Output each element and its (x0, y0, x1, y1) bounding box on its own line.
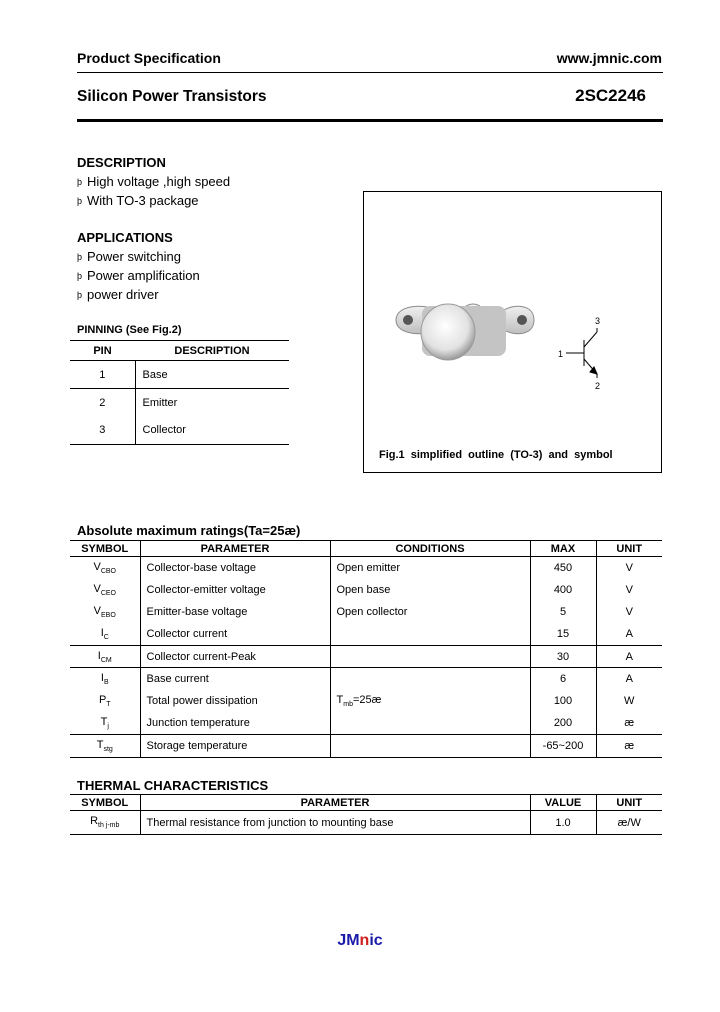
description-item: þ With TO-3 package (77, 193, 199, 208)
max-header: MAX (530, 541, 596, 557)
table-row: $I_B$ Base current 6 A (70, 668, 662, 690)
unit-header: UNIT (596, 541, 662, 557)
bullet-icon: þ (77, 252, 83, 262)
table-row: $T_j$ Junction temperature 200 æ (70, 713, 662, 735)
symbol-header: SYMBOL (70, 541, 140, 557)
header-rule-thin (77, 72, 663, 73)
pin-desc-header: DESCRIPTION (135, 341, 289, 361)
table-row: $V_{EBO}$ Emitter-base voltage Open collector 5 V (70, 601, 662, 623)
bullet-icon: þ (77, 290, 83, 300)
table-row: $V_{CEO}$ Collector-emitter voltage Open base 400 V (70, 579, 662, 601)
table-row: $I_{CM}$ Collector current-Peak 30 A (70, 646, 662, 668)
application-item: þ power driver (77, 287, 159, 302)
figure-box (363, 191, 662, 473)
bullet-icon: þ (77, 177, 83, 187)
unit-header: UNIT (596, 795, 662, 811)
website-url: www.jmnic.com (556, 50, 662, 66)
part-number: 2SC2246 (575, 86, 646, 105)
to3-package-and-symbol (364, 192, 663, 474)
thermal-title: THERMAL CHARACTERISTICS (77, 778, 269, 793)
conditions-header: CONDITIONS (330, 541, 530, 557)
abs-max-title: Absolute maximum ratings(Ta=25æ) (77, 523, 301, 538)
pinning-table (70, 340, 289, 445)
pinning-title: PINNING (See Fig.2) (77, 324, 182, 336)
document-title: Silicon Power Transistors (77, 88, 267, 105)
symbol-pin-3: 3 (595, 316, 601, 326)
description-item: þ High voltage ,high speed (77, 174, 231, 189)
table-row: $I_C$ Collector current 15 A (70, 623, 662, 645)
applications-title: APPLICATIONS (77, 230, 173, 245)
table-row: $P_T$ Total power dissipation $T_{mb}=25æ$ 100 W (70, 690, 662, 712)
bullet-icon: þ (77, 271, 83, 281)
value-header: VALUE (530, 795, 596, 811)
description-title: DESCRIPTION (77, 155, 166, 170)
table-row: 2 Emitter (70, 389, 289, 417)
symbol-header: SYMBOL (70, 795, 140, 811)
table-row: $V_{CBO}$ Collector-base voltage Open emitter 450 V (70, 557, 662, 579)
product-spec-label: Product Specification (77, 50, 221, 66)
header-rule-thick (77, 119, 663, 122)
table-row: $T_{stg}$ Storage temperature -65~200 æ (70, 735, 662, 757)
parameter-header: PARAMETER (140, 795, 530, 811)
symbol-pin-2: 2 (595, 381, 601, 391)
application-item: þ Power switching (77, 249, 181, 264)
parameter-header: PARAMETER (140, 541, 330, 557)
table-row: 1 Base (70, 361, 289, 389)
thermal-table (70, 794, 662, 835)
symbol-pin-1: 1 (558, 349, 564, 359)
table-row: $R_{th j-mb}$ Thermal resistance from junction to mounting base 1.0 æ/W (70, 811, 662, 835)
brand-logo: JMnic (337, 932, 383, 949)
pin-header: PIN (70, 341, 135, 361)
bullet-icon: þ (77, 196, 83, 206)
to3-outline (396, 304, 534, 360)
transistor-symbol (566, 328, 597, 378)
abs-max-table (70, 540, 662, 758)
table-row: 3 Collector (70, 417, 289, 445)
figure-caption: Fig.1 simplified outline (TO-3) and symbol (379, 449, 613, 461)
application-item: þ Power amplification (77, 268, 200, 283)
